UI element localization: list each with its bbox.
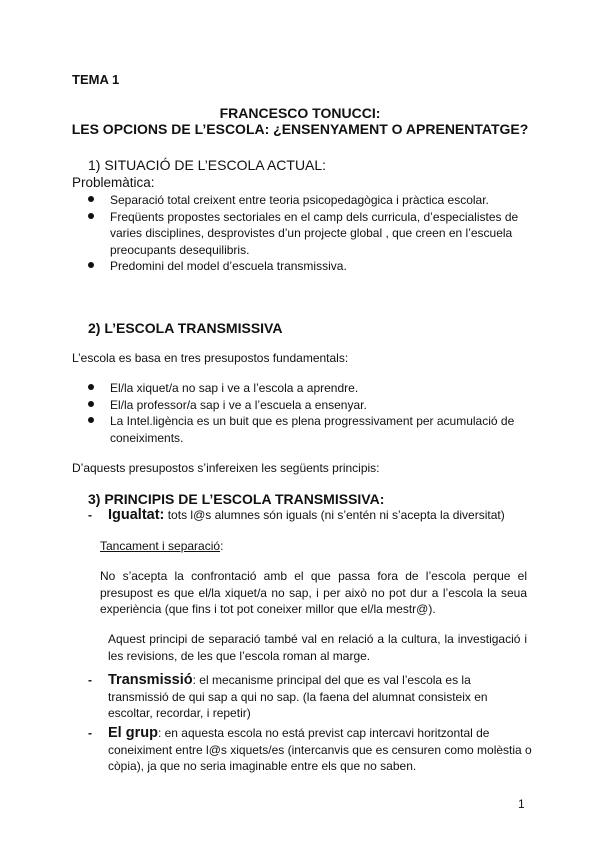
list-item: El/la xiquet/a no sap i ve a l’escola a aprendre. xyxy=(80,380,526,397)
dash-icon: - xyxy=(88,673,92,687)
term-grup: El grup xyxy=(108,725,158,741)
section2-outro: D’aquests presupostos s’infereixen les següents principis: xyxy=(72,461,380,475)
page-number: 1 xyxy=(518,797,525,811)
bullet-icon xyxy=(88,196,94,202)
bullet-icon xyxy=(88,417,94,423)
list-item: Separació total creixent entre teoria psicopedagògica i pràctica escolar. xyxy=(80,192,526,209)
list-item: Freqüents propostes sectoriales en el camp dels curricula, d’especialistes de varies disciplines, desprovistes d’un projecte global , que creen en l’escuela preocupants desequilibris. xyxy=(80,209,526,259)
dash-icon: - xyxy=(88,726,92,740)
tancament-heading: Tancament i separació: xyxy=(100,539,224,553)
principle-grup xyxy=(88,725,546,775)
bullet-icon xyxy=(88,401,94,407)
section2-bullet-list xyxy=(80,380,526,446)
document-label: TEMA 1 xyxy=(72,72,120,87)
bullet-icon xyxy=(88,262,94,268)
title-author: FRANCESCO TONUCCI: xyxy=(219,105,381,121)
section1-bullet-list xyxy=(80,192,526,275)
dash-icon: - xyxy=(88,508,92,522)
problematica-label: Problemàtica: xyxy=(72,175,155,190)
term-igualtat: Igualtat: xyxy=(108,507,165,523)
bullet-icon xyxy=(88,384,94,390)
list-item: El/la professor/a sap i ve a l’escuela a ensenyar. xyxy=(80,397,526,414)
principle-igualtat xyxy=(88,507,548,524)
tancament-paragraph-1: No s’acepta la confrontació amb el que passa fora de l’escola perque el presupost es que el/la xiquet/a no sap, i per això no pot dur a l’escola la seua experiència (que fins i tot pot coneixer millor que el/la mestr@). xyxy=(100,569,527,616)
title-subtitle: LES OPCIONS DE L’ESCOLA: ¿ENSENYAMENT O APRENENTATGE? xyxy=(71,121,529,137)
list-item: La Intel.ligència es un buit que es plena progressivament per acumulació de coneiximents. xyxy=(80,413,526,446)
section2-intro: L’escola es basa en tres presupostos fundamentals: xyxy=(72,351,349,365)
term-transmissio: Transmissió xyxy=(108,672,193,688)
tancament-label: Tancament i separació xyxy=(100,539,221,553)
principle-transmissio xyxy=(88,672,526,722)
transmissio-text: : el mecanisme principal del que es val l’escola es la transmissió de qui sap a qui no sap. (la faena del alumnat consisteix en escoltar, recordar, i repetir) xyxy=(108,673,488,720)
tancament-paragraph-2: Aquest principi de separació també val en relació a la cultura, la investigació i les revisions, de les que l’escola roman al marge. xyxy=(108,632,527,663)
igualtat-text: tots l@s alumnes són iguals (ni s’entén ni s’acepta la diversitat) xyxy=(164,508,505,522)
section3-heading: 3) PRINCIPIS DE L’ESCOLA TRANSMISSIVA: xyxy=(88,491,385,507)
section1-heading: 1) SITUACIÓ DE L’ESCOLA ACTUAL: xyxy=(88,157,327,173)
list-item: Predomini del model d’escuela transmissiva. xyxy=(80,258,526,275)
bullet-icon xyxy=(88,213,94,219)
section2-heading: 2) L’ESCOLA TRANSMISSIVA xyxy=(88,320,283,336)
grup-text: : en aquesta escola no está previst cap intercavi horitzontal de coneiximent entre l@s xiquets/es (intercanvis que es censuren como molèstia o còpia), ja que no seria imaginable entre els que no saben. xyxy=(108,726,532,773)
